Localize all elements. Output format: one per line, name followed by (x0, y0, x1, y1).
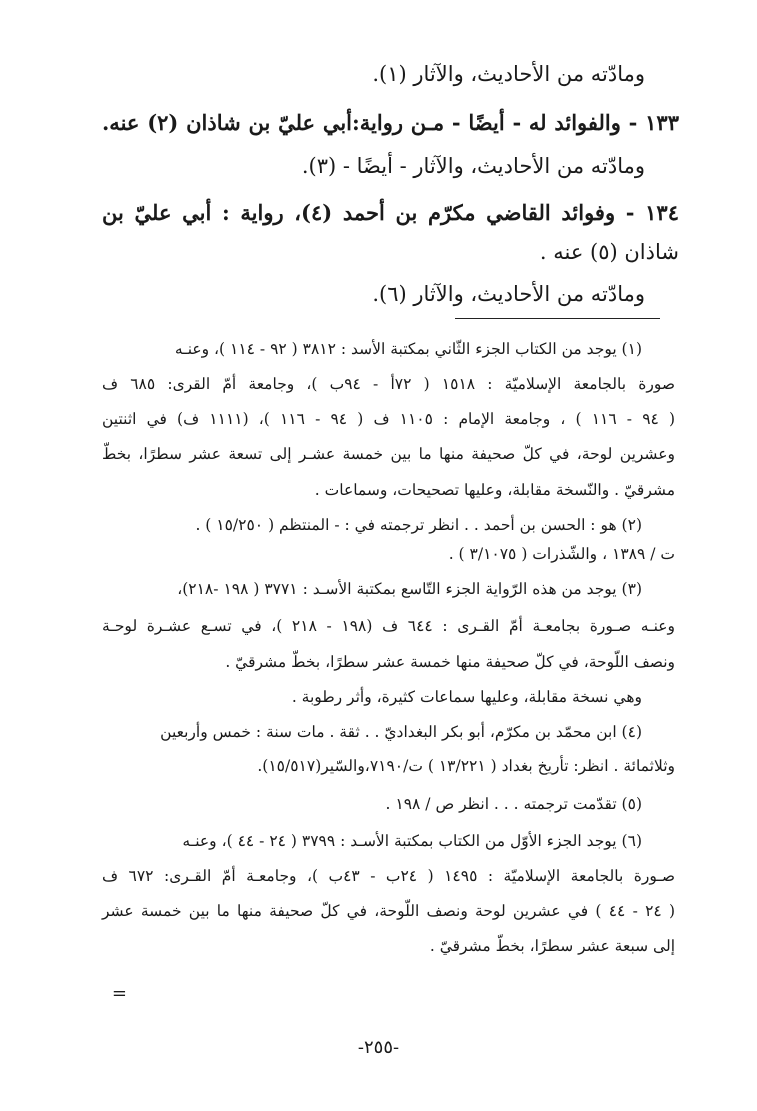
footnote-line: صـورة بالجامعة الإسلاميّة : ١٤٩٥ ( ٢٤ب - ٤٣ب )، وجامعـة أمّ القـرى: ٦٧٢ ف (102, 867, 676, 885)
footnote-separator (455, 318, 660, 319)
main-text-line: ومادّته من الأحاديث، والآثار - أيضًا - (٣). (301, 154, 645, 178)
main-text-line: ومادّته من الأحاديث، والآثار (١). (372, 62, 645, 86)
entry-133: ١٣٣ - والفوائد له - أيضًا - مـن رواية:أبي عليّ بن شاذان (٢) عنه. (102, 110, 679, 135)
footnote-1: (١) يوجد من الكتاب الجزء الثّاني بمكتبة الأسد : ٣٨١٢ ( ٩٢ - ١١٤ )، وعنـه (174, 340, 642, 358)
footnote-line: وهي نسخة مقابلة، وعليها سماعات كثيرة، وأثر رطوبة . (291, 688, 642, 706)
footnote-4: (٤) ابن محمّد بن مكرّم، أبو بكر البغداديّ . . ثقة . مات سنة : خمس وأربعين (160, 723, 642, 741)
footnote-line: صورة بالجامعة الإسلاميّة : ١٥١٨ ( ٧٢أ - ٩٤ب )، وجامعة أمّ القرى: ٦٨٥ ف (102, 375, 675, 393)
footnote-line: وثلاثمائة . انظر: تأريخ بغداد ( ١٣/٢٢١ ) ت/٧١٩٠،والسّير(١٥/٥١٧). (257, 757, 675, 775)
footnote-5: (٥) تقدّمت ترجمته . . . انظر ص / ١٩٨ . (385, 795, 642, 813)
footnote-line: ت / ١٣٨٩ ، والشّذرات ( ٣/١٠٧٥ ) . (448, 545, 675, 563)
footnote-6: (٦) يوجد الجزء الأوّل من الكتاب بمكتبة الأسـد : ٣٧٩٩ ( ٢٤ - ٤٤ )، وعنـه (182, 832, 642, 850)
main-text-line: ومادّته من الأحاديث، والآثار (٦). (372, 282, 645, 306)
footnote-line: ( ٩٤ - ١١٦ ) ، وجامعة الإمام : ١١٠٥ ف ( ٩٤ - ١١٦ )، (١١١١ ف) في اثنتين (102, 410, 676, 428)
footnote-line: وعنـه صـورة بجامعـة أمّ القـرى : ٦٤٤ ف (١٩٨ - ٢١٨ )، في تسـع عشـرة لوحـة (102, 617, 675, 635)
footnote-line: ونصف اللّوحة، في كلّ صحيفة منها خمسة عشر سطرًا، بخطّ مشرقيّ . (225, 653, 675, 671)
footnote-line: إلى سبعة عشر سطرًا، بخطّ مشرقيّ . (429, 937, 675, 955)
footnote-3: (٣) يوجد من هذه الرّواية الجزء التّاسع بمكتبة الأسـد : ٣٧٧١ ( ١٩٨ -٢١٨)، (177, 580, 642, 598)
footnote-2: (٢) هو : الحسن بن أحمد . . انظر ترجمته في : - المنتظم ( ١٥/٢٥٠ ) . (195, 516, 642, 534)
footnote-line: وعشرين لوحة، في كلّ صحيفة منها ما بين خمسة عشـر إلى تسعة عشر سطرًا، بخطّ (102, 445, 675, 463)
continuation-mark: = (111, 983, 127, 1004)
entry-134: ١٣٤ - وفوائد القاضي مكرّم بن أحمد (٤)، رواية : أبي عليّ بن (102, 200, 679, 225)
footnote-line: ( ٢٤ - ٤٤ ) في عشرين لوحة ونصف اللّوحة، في كلّ صحيفة منها ما بين خمسة عشر (102, 902, 675, 920)
main-text-line: شاذان (٥) عنه . (539, 240, 679, 264)
page-number: -٢٥٥- (357, 1037, 400, 1058)
footnote-line: مشرقيّ . والنّسخة مقابلة، وعليها تصحيحات، وسماعات . (314, 481, 675, 499)
